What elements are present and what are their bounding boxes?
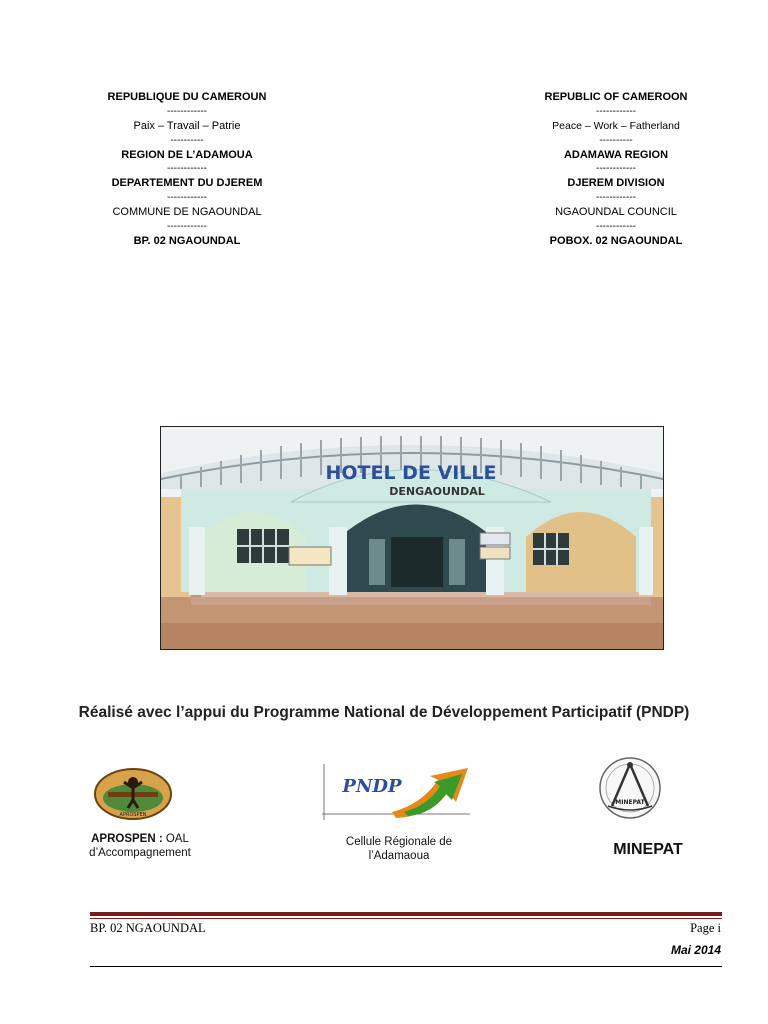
- minepat-emblem-icon: [594, 756, 666, 820]
- separator: ------------: [167, 105, 207, 117]
- footer-address: BP. 02 NGAOUNDAL: [90, 921, 206, 935]
- separator: ------------: [167, 163, 207, 175]
- page-number: Page i: [690, 921, 721, 935]
- footer-date: Mai 2014: [670, 943, 721, 957]
- separator: ------------: [167, 220, 207, 232]
- motto-fr: Paix – Travail – Patrie: [133, 119, 241, 132]
- support-statement: Réalisé avec l’appui du Programme National de Développement Participatif (PNDP): [78, 704, 690, 721]
- footer-bottom-rule: [90, 966, 722, 967]
- separator: ------------: [596, 192, 636, 204]
- pndp-badge-text: PNDP: [342, 776, 402, 797]
- division-en: DJEREM DIVISION: [567, 177, 665, 190]
- aprospen-caption: [70, 832, 210, 860]
- sign-sub-text: DENGAOUNDAL: [389, 485, 485, 498]
- motto-en: Peace – Work – Fatherland: [552, 119, 680, 132]
- postal-box-en: POBOX. 02 NGAOUNDAL: [549, 234, 683, 247]
- country-name-fr: REPUBLIQUE DU CAMEROUN: [107, 91, 267, 103]
- aprospen-logo: [94, 768, 172, 825]
- separator: ------------: [167, 192, 207, 204]
- pndp-caption-line2: l’Adamaoua: [368, 850, 430, 862]
- town-hall-photo: [160, 426, 664, 650]
- separator: ----------: [170, 134, 204, 146]
- minepat-logo: [594, 756, 666, 825]
- pndp-caption-line1: Cellule Régionale de: [345, 836, 453, 848]
- footer-rule-thin: [90, 918, 722, 919]
- aprospen-role-line2: d’Accompagnement: [89, 847, 191, 859]
- separator: ------------: [596, 163, 636, 175]
- aprospen-role: OAL: [162, 833, 189, 845]
- pndp-emblem-icon: [322, 764, 472, 822]
- country-name-en: REPUBLIC OF CAMEROON: [544, 91, 688, 103]
- postal-box-fr: BP. 02 NGAOUNDAL: [133, 234, 241, 247]
- separator: ----------: [599, 134, 633, 146]
- town-hall-illustration: [161, 427, 663, 649]
- separator: ------------: [596, 105, 636, 117]
- header-english: [501, 90, 731, 249]
- minepat-badge-text: MINEPAT: [615, 799, 645, 806]
- sign-main-text: HOTEL DE VILLE: [325, 462, 497, 484]
- footer-rule-thick: [90, 912, 722, 916]
- council-en: NGAOUNDAL COUNCIL: [555, 206, 677, 219]
- aprospen-emblem-icon: [94, 768, 172, 820]
- commune-fr: COMMUNE DE NGAOUNDAL: [112, 206, 262, 219]
- region-en: ADAMAWA REGION: [563, 148, 669, 161]
- region-fr: REGION DE L’ADAMOUA: [121, 148, 253, 161]
- header-french: [72, 90, 302, 249]
- aprospen-badge-text: APROSPEN: [119, 812, 147, 818]
- minepat-caption: MINEPAT: [613, 841, 683, 858]
- pndp-caption: [334, 835, 464, 863]
- pndp-logo: [322, 764, 472, 827]
- separator: ------------: [596, 220, 636, 232]
- aprospen-name: APROSPEN :: [91, 833, 163, 845]
- department-fr: DEPARTEMENT DU DJEREM: [111, 177, 263, 190]
